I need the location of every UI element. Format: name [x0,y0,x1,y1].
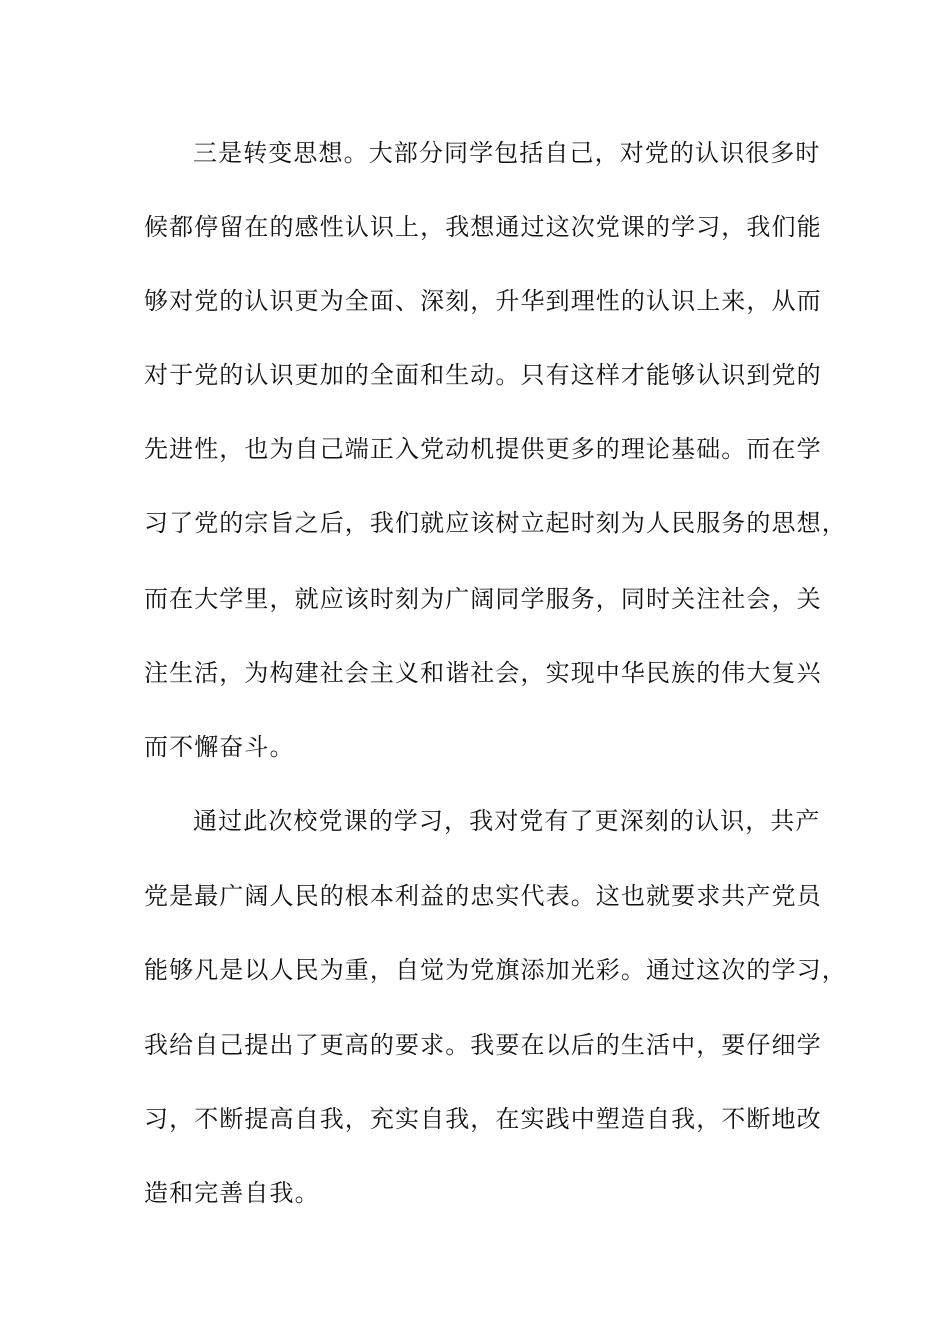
paragraph-line: 通过此次校党课的学习，我对党有了更深刻的认识，共产 [193,807,821,835]
paragraph-line: 习，不断提高自我，充实自我，在实践中塑造自我，不断地改 [144,1105,822,1133]
paragraph-line: 党是最广阔人民的根本利益的忠实代表。这也就要求共产党员 [144,882,822,910]
paragraph-line: 候都停留在的感性认识上，我想通过这次党课的学习，我们能 [144,213,822,241]
paragraph-line: 对于党的认识更加的全面和生动。只有这样才能够认识到党的 [144,361,822,389]
paragraph-line: 而在大学里，就应该时刻为广阔同学服务，同时关注社会，关 [144,585,822,613]
paragraph-line: 先进性，也为自己端正入党动机提供更多的理论基础。而在学 [144,435,822,463]
paragraph-line: 而不懈奋斗。 [144,733,295,761]
paragraph-line: 我给自己提出了更高的要求。我要在以后的生活中，要仔细学 [144,1031,822,1059]
paragraph-line: 能够凡是以人民为重，自觉为党旗添加光彩。通过这次的学习， [144,956,847,984]
paragraph-line: 够对党的认识更为全面、深刻，升华到理性的认识上来，从而 [144,287,822,315]
paragraph-line: 注生活，为构建社会主义和谐社会，实现中华民族的伟大复兴 [144,659,822,687]
paragraph-line: 习了党的宗旨之后，我们就应该树立起时刻为人民服务的思想， [144,509,847,537]
paragraph-line: 三是转变思想。大部分同学包括自己，对党的认识很多时 [193,139,821,167]
paragraph-line: 造和完善自我。 [144,1179,320,1207]
